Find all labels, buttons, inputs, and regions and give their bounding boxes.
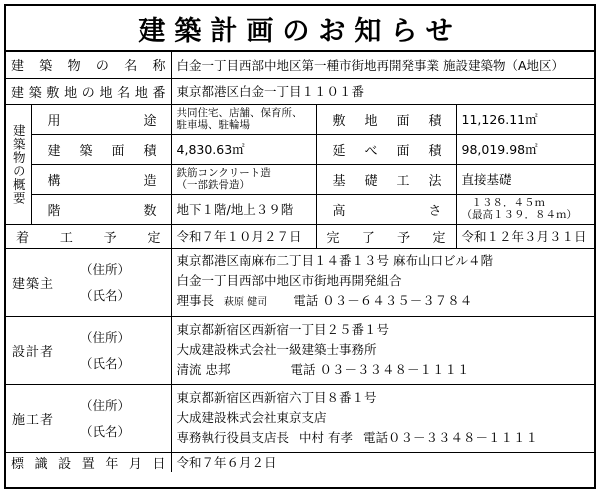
info-table — [6, 52, 594, 472]
contractor-person: 中村 有孝 — [299, 430, 354, 445]
row-building-name — [6, 52, 594, 78]
row-contractor — [6, 384, 594, 452]
designer-organization: 大成建設株式会社一級建築士事務所 — [176, 342, 377, 357]
total-floor-area-label: 延べ面積 — [332, 143, 442, 159]
site-area-label: 敷地面積 — [332, 113, 442, 129]
owner-organization: 白金一丁目西部中地区市街地再開発組合 — [176, 273, 402, 288]
owner-label: 建築主 — [12, 276, 55, 292]
posted-value: 令和７年６月２日 — [171, 452, 594, 472]
designer-tel: 電話 ０３－３３４８－１１１１ — [290, 362, 470, 377]
building-area-label: 建築面積 — [47, 143, 157, 159]
row-building-area — [6, 134, 594, 164]
contractor-title: 専務執行役員支店長 — [176, 430, 290, 445]
designer-label: 設計者 — [12, 344, 55, 360]
foundation-value: 直接基礎 — [456, 164, 594, 194]
owner-address-role: （住所） — [80, 262, 131, 277]
owner-tel: 電話 ０３－６４３５－３７８４ — [293, 293, 473, 308]
structure-value-line2: （一部鉄骨造） — [176, 179, 251, 191]
row-owner — [6, 248, 594, 316]
contractor-label: 施工者 — [12, 412, 55, 428]
contractor-details — [171, 384, 594, 452]
floors-value: 地下１階/地上３９階 — [171, 194, 316, 224]
use-value — [171, 104, 316, 134]
building-name-label: 建築物の名称 — [11, 59, 166, 75]
row-structure — [6, 164, 594, 194]
start-value: 令和７年１０月２７日 — [171, 224, 316, 248]
contractor-tel: 電話０３－３３４８－１１１１ — [363, 430, 539, 445]
contractor-organization: 大成建設株式会社東京支店 — [176, 410, 327, 425]
designer-address: 東京都新宿区西新宿一丁目２５番１号 — [176, 322, 390, 337]
height-value-line2: （最高１３９．８４ｍ） — [461, 209, 578, 221]
overview-label: 建築物の概要 — [6, 104, 31, 224]
designer-address-role: （住所） — [80, 330, 131, 345]
row-posted-date — [6, 452, 594, 472]
contractor-address: 東京都新宿区西新宿六丁目８番１号 — [176, 390, 377, 405]
completion-value: 令和１２年３月３１日 — [456, 224, 594, 248]
height-label: 高さ — [332, 203, 442, 219]
posted-label: 標識設置年月日 — [11, 456, 166, 472]
owner-title: 理事長 — [176, 293, 215, 308]
row-floors-height — [6, 194, 594, 224]
start-label: 着工予定 — [16, 230, 161, 246]
height-value-line1: １３８．４５ｍ — [471, 197, 546, 209]
notice-sign — [4, 4, 596, 489]
completion-label: 完了予定 — [326, 230, 446, 246]
contractor-address-role: （住所） — [80, 398, 131, 413]
owner-details — [171, 248, 594, 316]
row-designer — [6, 316, 594, 384]
contractor-name-role: （氏名） — [80, 424, 131, 439]
total-floor-area-value: 98,019.98㎡ — [456, 134, 594, 164]
designer-name-role: （氏名） — [80, 356, 131, 371]
structure-label: 構造 — [47, 173, 157, 189]
owner-name-role: （氏名） — [80, 288, 131, 303]
structure-value — [171, 164, 316, 194]
site-area-value: 11,126.11㎡ — [456, 104, 594, 134]
row-site-address — [6, 78, 594, 104]
use-label: 用途 — [47, 113, 157, 129]
building-area-value: 4,830.63㎡ — [171, 134, 316, 164]
use-value-line1: 共同住宅、店舗、保育所、 — [176, 107, 303, 119]
height-value — [456, 194, 594, 224]
building-name-value: 白金一丁目西部中地区第一種市街地再開発事業 施設建築物（A地区） — [171, 52, 594, 78]
site-address-value: 東京都港区白金一丁目１１０１番 — [171, 78, 594, 104]
site-address-label: 建築敷地の地名地番 — [11, 85, 166, 101]
owner-address: 東京都港区南麻布二丁目１４番１３号 麻布山口ビル４階 — [176, 253, 493, 268]
designer-person: 清流 忠邦 — [176, 362, 231, 377]
owner-person: 萩原 健司 — [224, 297, 268, 308]
use-value-line2: 駐車場、駐輪場 — [176, 119, 251, 131]
row-schedule — [6, 224, 594, 248]
designer-details — [171, 316, 594, 384]
foundation-label: 基礎工法 — [332, 173, 442, 189]
structure-value-line1: 鉄筋コンクリート造 — [176, 167, 271, 179]
row-use-site-area — [6, 104, 594, 134]
sign-title: 建築計画のお知らせ — [6, 6, 594, 52]
floors-label: 階数 — [47, 203, 157, 219]
